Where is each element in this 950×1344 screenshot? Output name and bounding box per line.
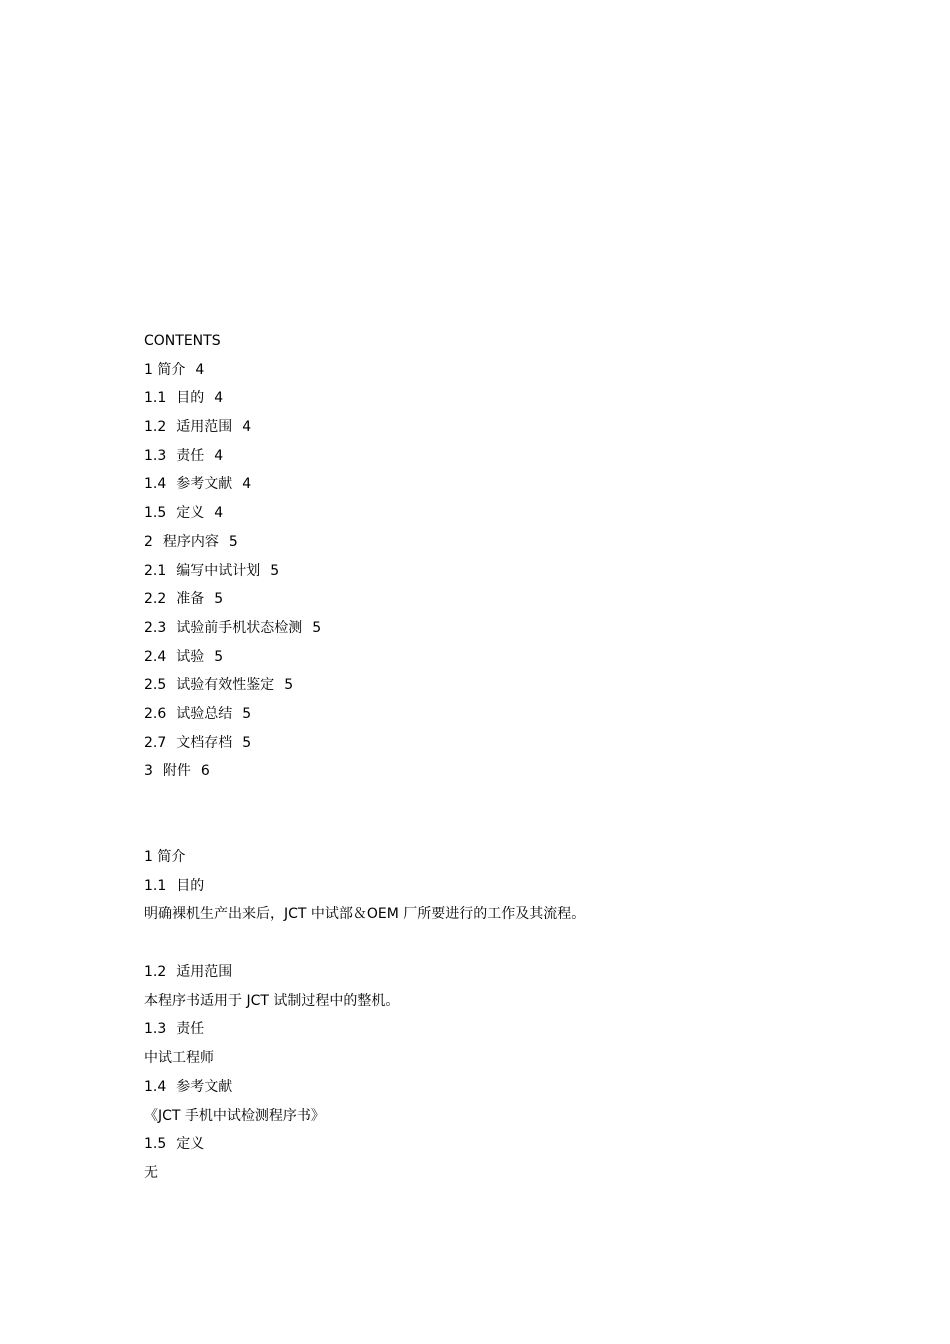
toc-entry-page: 4 (214, 390, 224, 407)
subsection-heading (144, 1018, 844, 1047)
toc-entry-page: 6 (200, 763, 210, 780)
toc-entry-number: 1.3 (144, 447, 167, 464)
toc-entry-label: 试验有效性鉴定 (176, 677, 275, 694)
toc-entry-number: 2.2 (144, 591, 167, 608)
paragraph: 无 (144, 1164, 158, 1181)
toc-entry-number: 2.7 (144, 734, 167, 751)
subsection-title: 定义 (176, 1136, 205, 1153)
toc-entry[interactable] (144, 387, 844, 416)
toc-entry-page: 5 (214, 648, 224, 665)
toc-entry-page: 5 (312, 619, 322, 636)
toc-entry-number: 2.5 (144, 677, 167, 694)
subsection-heading (144, 1133, 844, 1162)
toc-entry-label: 试验 (176, 648, 205, 665)
toc-entry-number: 2.1 (144, 562, 167, 579)
toc-entry-page: 4 (195, 361, 205, 378)
toc-entry-page: 5 (284, 677, 294, 694)
toc-entry-number: 1.1 (144, 390, 167, 407)
toc-entry-label: 附件 (162, 763, 191, 780)
toc-entry-number: 1.4 (144, 476, 167, 493)
paragraph: 本程序书适用于 JCT 试制过程中的整机。 (144, 992, 400, 1009)
toc-entry-label: 文档存档 (176, 734, 233, 751)
toc-entry-page: 4 (214, 505, 224, 522)
toc-entry-number: 1 (144, 361, 153, 378)
subsection-number: 1.5 (144, 1136, 167, 1153)
toc-entry-label: 编写中试计划 (176, 562, 261, 579)
toc-entry-page: 4 (214, 447, 224, 464)
toc-entry-number: 2.4 (144, 648, 167, 665)
toc-entry[interactable] (144, 588, 844, 617)
toc-entry[interactable] (144, 445, 844, 474)
toc-entry[interactable] (144, 560, 844, 589)
toc-list (144, 359, 844, 789)
toc-entry-label: 参考文献 (176, 476, 233, 493)
toc-entry[interactable] (144, 703, 844, 732)
subsection-title: 适用范围 (176, 964, 233, 981)
toc-entry-page: 5 (242, 705, 252, 722)
toc-entry-label: 责任 (176, 447, 205, 464)
toc-entry[interactable] (144, 416, 844, 445)
toc-entry-page: 4 (242, 419, 252, 436)
section-spacer (144, 789, 844, 846)
toc-entry-number: 2.3 (144, 619, 167, 636)
toc-entry-page: 5 (242, 734, 252, 751)
toc-entry-label: 简介 (157, 361, 186, 378)
toc-entry[interactable] (144, 531, 844, 560)
toc-entry-label: 目的 (176, 390, 205, 407)
subsection-title: 参考文献 (176, 1078, 233, 1095)
toc-entry-page: 5 (270, 562, 280, 579)
subsection-heading (144, 1076, 844, 1105)
toc-entry-label: 定义 (176, 505, 205, 522)
toc-title: CONTENTS (144, 333, 221, 349)
toc-entry-label: 试验总结 (176, 705, 233, 722)
toc-entry-label: 程序内容 (162, 533, 219, 550)
subsection-heading (144, 961, 844, 990)
toc-entry[interactable] (144, 646, 844, 675)
toc-entry-label: 适用范围 (176, 419, 233, 436)
toc-entry-number: 1.2 (144, 419, 167, 436)
subsection-number: 1.2 (144, 964, 167, 981)
subsection-number: 1.3 (144, 1021, 167, 1038)
subsection-title: 目的 (176, 877, 205, 894)
toc-entry-page: 5 (228, 533, 238, 550)
toc-entry[interactable] (144, 359, 844, 388)
toc-entry[interactable] (144, 473, 844, 502)
toc-entry[interactable] (144, 674, 844, 703)
paragraph-spacer (144, 932, 844, 961)
subsection-number: 1.4 (144, 1078, 167, 1095)
toc-entry-page: 5 (214, 591, 224, 608)
toc-entry[interactable] (144, 760, 844, 789)
toc-entry-number: 2 (144, 533, 153, 550)
paragraph: 明确裸机生产出来后，JCT 中试部＆OEM 厂所要进行的工作及其流程。 (144, 906, 586, 923)
toc-entry[interactable] (144, 502, 844, 531)
toc-entry-number: 3 (144, 763, 153, 780)
section-heading: 1 简介 (144, 849, 186, 865)
toc-entry-page: 4 (242, 476, 252, 493)
toc-entry-label: 准备 (176, 591, 205, 608)
toc-entry[interactable] (144, 617, 844, 646)
toc-entry-label: 试验前手机状态检测 (176, 619, 303, 636)
subsection-number: 1.1 (144, 877, 167, 894)
toc-entry[interactable] (144, 732, 844, 761)
paragraph: 《JCT 手机中试检测程序书》 (144, 1107, 325, 1124)
subsection-heading (144, 875, 844, 904)
toc-entry-number: 1.5 (144, 505, 167, 522)
document-page (144, 330, 844, 1191)
toc-entry-number: 2.6 (144, 705, 167, 722)
paragraph: 中试工程师 (144, 1050, 214, 1067)
subsection-title: 责任 (176, 1021, 205, 1038)
